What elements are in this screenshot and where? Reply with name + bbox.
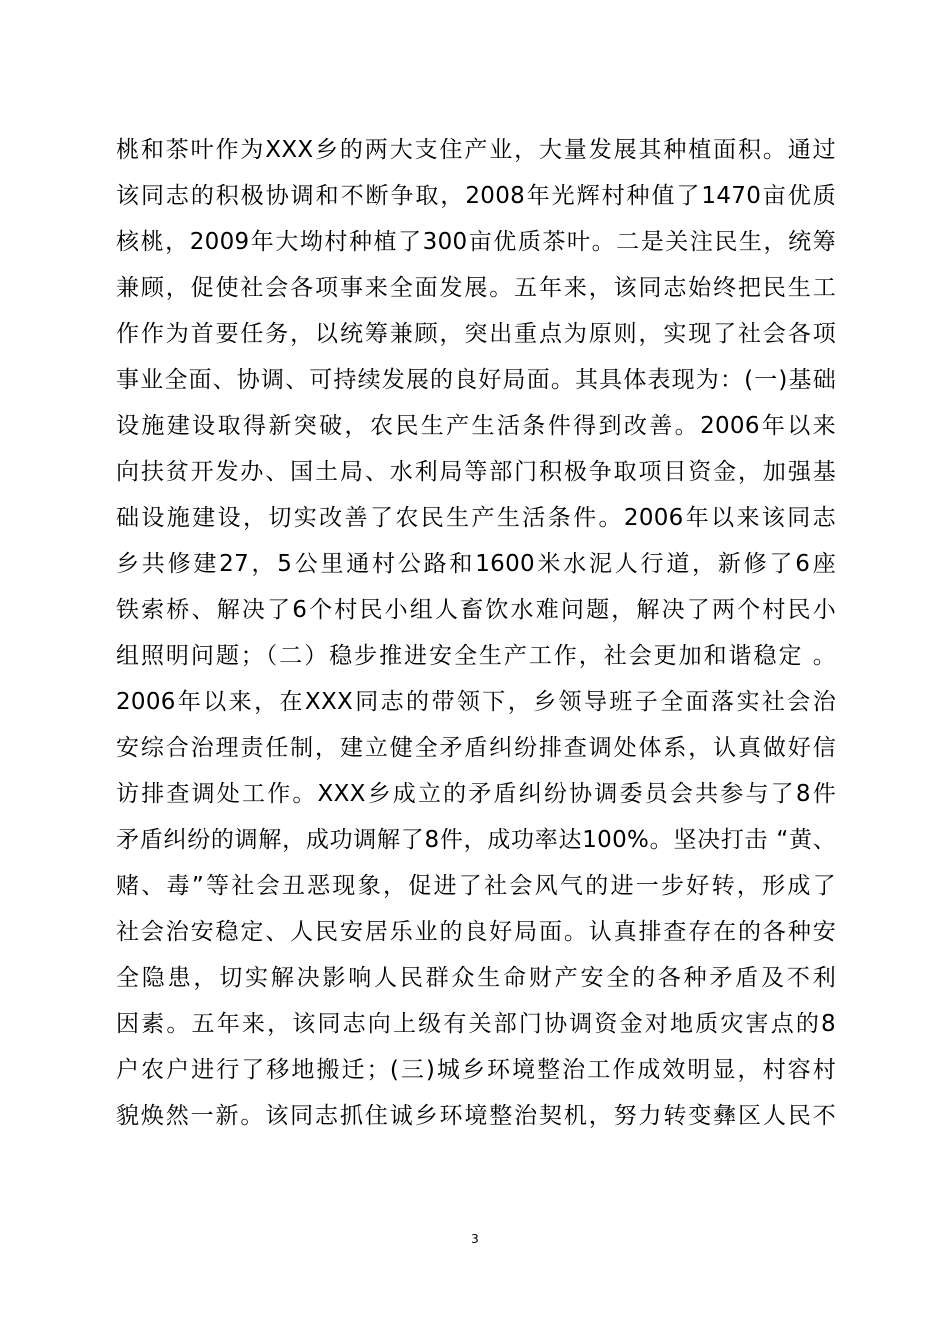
text-line: 安综合治理责任制，建立健全矛盾纠纷排查调处体系，认真做好信 bbox=[116, 735, 836, 761]
text-line: 因素。五年来，该同志向上级有关部门协调资金对地质灾害点的8 bbox=[116, 1011, 836, 1037]
text-line: 赌、毒”等社会丑恶现象，促进了社会风气的进一步好转，形成了 bbox=[116, 873, 836, 899]
text-line: 铁索桥、解决了6个村民小组人畜饮水难问题，解决了两个村民小 bbox=[116, 597, 836, 623]
text-line: 貌焕然一新。该同志抓住诚乡环境整治契机，努力转变彝区人民不 bbox=[116, 1103, 836, 1129]
text-line: 事业全面、协调、可持续发展的良好局面。其具体表现为：(一)基础 bbox=[116, 367, 836, 393]
text-line: 矛盾纠纷的调解，成功调解了8件，成功率达100%。坚决打击 “黄、 bbox=[116, 827, 836, 853]
body-text bbox=[116, 127, 836, 1139]
text-line: 桃和茶叶作为XXX乡的两大支住产业，大量发展其种植面积。通过 bbox=[116, 137, 836, 163]
page-number: 3 bbox=[471, 1232, 479, 1246]
text-line: 2006年以来，在XXX同志的带领下，乡领导班子全面落实社会治 bbox=[116, 689, 836, 715]
text-line: 设施建设取得新突破，农民生产生活条件得到改善。2006年以来 bbox=[116, 413, 836, 439]
text-line: 组照明问题；（二）稳步推进安全生产工作，社会更加和谐稳定 。 bbox=[116, 643, 836, 669]
text-line: 访排查调处工作。XXX乡成立的矛盾纠纷协调委员会共参与了8件 bbox=[116, 781, 836, 807]
text-line: 全隐患，切实解决影响人民群众生命财产安全的各种矛盾及不利 bbox=[116, 965, 836, 991]
text-line: 乡共修建27，5公里通村公路和1600米水泥人行道，新修了6座 bbox=[116, 551, 836, 577]
text-line: 户农户进行了移地搬迁；(三)城乡环境整治工作成效明显，村容村 bbox=[116, 1057, 836, 1083]
text-line: 该同志的积极协调和不断争取，2008年光辉村种值了1470亩优质 bbox=[116, 183, 836, 209]
text-line: 社会治安稳定、人民安居乐业的良好局面。认真排查存在的各种安 bbox=[116, 919, 836, 945]
text-line: 兼顾，促使社会各项事来全面发展。五年来，该同志始终把民生工 bbox=[116, 275, 836, 301]
text-line: 作作为首要任务，以统筹兼顾，突出重点为原则，实现了社会各项 bbox=[116, 321, 836, 347]
text-line: 础设施建设，切实改善了农民生产生活条件。2006年以来该同志 bbox=[116, 505, 836, 531]
text-line: 核桃，2009年大坳村种植了300亩优质茶叶。二是关注民生，统筹 bbox=[116, 229, 836, 255]
text-line: 向扶贫开发办、国土局、水利局等部门积极争取项目资金，加强基 bbox=[116, 459, 836, 485]
